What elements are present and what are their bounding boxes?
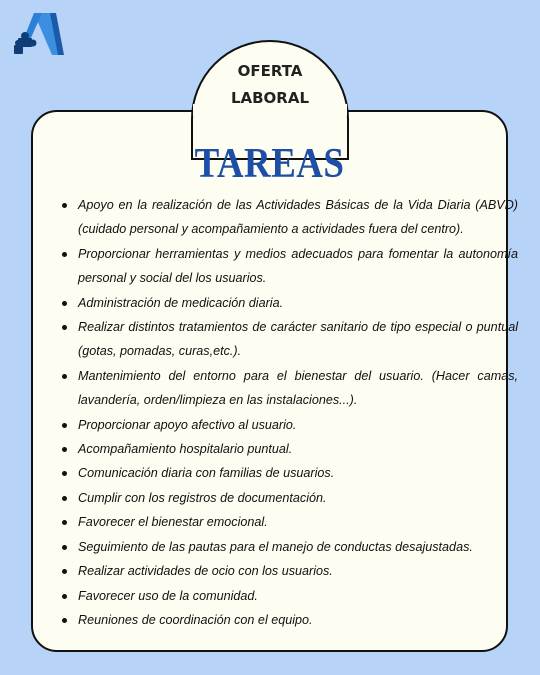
puzzle-a-logo-icon <box>12 10 68 58</box>
list-item: Reuniones de coordinación con el equipo. <box>78 608 518 632</box>
list-item: Acompañamiento hospitalario puntual. <box>78 437 518 461</box>
job-offer-label <box>191 58 349 112</box>
list-item: Administración de medicación diaria. <box>78 291 518 315</box>
list-item: Proporcionar herramientas y medios adecuados para fomentar la autonomía personal y social del los usuarios. <box>78 242 518 291</box>
list-item: Cumplir con los registros de documentación. <box>78 486 518 510</box>
list-item: Realizar distintos tratamientos de carácter sanitario de tipo especial o puntual (gotas, pomadas, curas,etc.). <box>78 315 518 364</box>
list-item: Favorecer uso de la comunidad. <box>78 584 518 608</box>
list-item: Proporcionar apoyo afectivo al usuario. <box>78 413 518 437</box>
job-offer-line2: LABORAL <box>230 89 310 107</box>
list-item: Apoyo en la realización de las Actividades Básicas de la Vida Diaria (ABVD) (cuidado personal y acompañamiento a actividades fuera del centro). <box>78 193 518 242</box>
list-item: Favorecer el bienestar emocional. <box>78 510 518 534</box>
list-item: Realizar actividades de ocio con los usuarios. <box>78 559 518 583</box>
tasks-list <box>60 193 518 632</box>
list-item: Mantenimiento del entorno para el bienestar del usuario. (Hacer camas, lavandería, orden/limpieza en las instalaciones...). <box>78 364 518 413</box>
job-offer-line1: OFERTA <box>237 62 303 80</box>
list-item: Comunicación diaria con familias de usuarios. <box>78 461 518 485</box>
list-item: Seguimiento de las pautas para el manejo de conductas desajustadas. <box>78 535 518 559</box>
page-title: TAREAS <box>194 141 345 187</box>
